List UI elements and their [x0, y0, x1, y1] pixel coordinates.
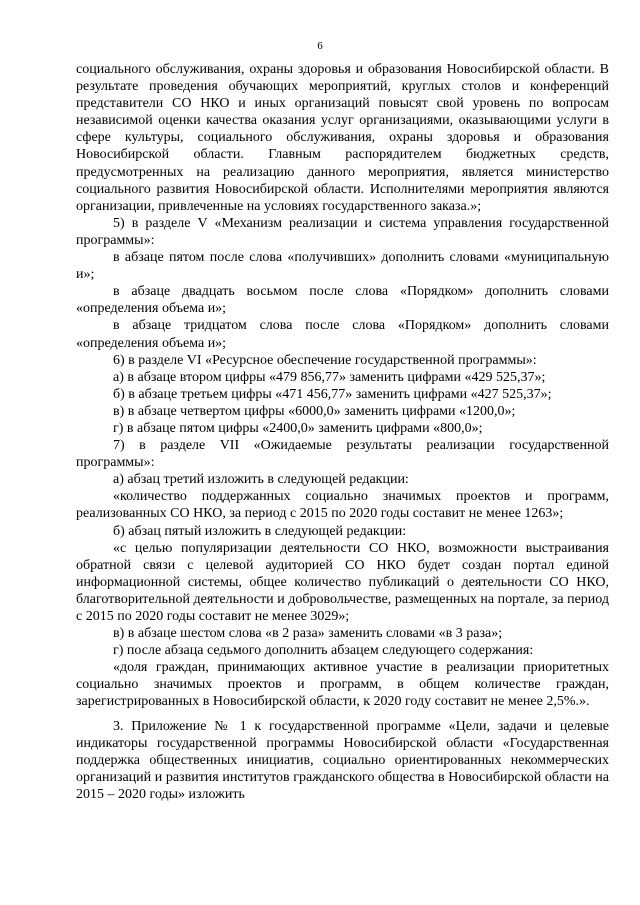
- document-body: [76, 61, 609, 803]
- paragraph: 7) в разделе VII «Ожидаемые результаты реализации государственной программы»:: [76, 438, 609, 471]
- paragraph: в) в абзаце четвертом цифры «6000,0» заменить цифрами «1200,0»;: [113, 403, 516, 419]
- paragraph: 5) в разделе V «Механизм реализации и система управления государственной программы»:: [76, 215, 609, 248]
- paragraph: в абзаце двадцать восьмом после слова «Порядком» дополнить словами «определения объема и»;: [76, 284, 609, 317]
- paragraph: г) после абзаца седьмого дополнить абзацем следующего содержания:: [113, 643, 534, 659]
- paragraph: б) в абзаце третьем цифры «471 456,77» заменить цифрами «427 525,37»;: [113, 386, 552, 402]
- paragraph: а) абзац третий изложить в следующей редакции:: [113, 472, 409, 488]
- paragraph: г) в абзаце пятом цифры «2400,0» заменить цифрами «800,0»;: [113, 420, 483, 436]
- paragraph: 3. Приложение № 1 к государственной программе «Цели, задачи и целевые индикаторы государственной программы Новосибирской области «Государственная поддержка общественных инициатив, социально ориентированных некоммерческих организаций и развития институтов гражданского общества в Новосибирской области на 2015 – 2020 годы» изложить: [76, 718, 609, 802]
- paragraph: 6) в разделе VI «Ресурсное обеспечение государственной программы»:: [113, 352, 537, 368]
- paragraph: «количество поддержанных социально значимых проектов и программ, реализованных СО НКО, за период с 2015 по 2020 годы составит не менее 1263»;: [76, 489, 609, 522]
- paragraph: а) в абзаце втором цифры «479 856,77» заменить цифрами «429 525,37»;: [113, 369, 546, 385]
- paragraph: социального обслуживания, охраны здоровья и образования Новосибирской области. В результате проведения обучающих мероприятий, круглых столов и конференций представители СО НКО и иных организаций повысят свой уровень по вопросам независимой оценки качества оказания услуг организациями, оказывающими услуги в сфере культуры, социального обслуживания, охраны здоровья и образования Новосибирской области. Главным распорядителем бюджетных средств, предусмотренных на реализацию данного мероприятия, является министерство социального развития Новосибирской области. Исполнителями мероприятия являются организации, привлеченные на условиях государственного заказа.»;: [76, 62, 609, 214]
- paragraph: в абзаце пятом после слова «получивших» дополнить словами «муниципальную и»;: [76, 250, 609, 283]
- page-number: 6: [317, 40, 323, 52]
- paragraph: «с целью популяризации деятельности СО НКО, возможности выстраивания обратной связи с целевой аудиторией СО НКО будет создан портал единой информационной системы, общее количество публикаций о деятельности СО НКО, благотворительной деятельности и добровольчестве, размещенных на портале, за период с 2015 по 2020 годы составит не менее 3029»;: [76, 540, 609, 624]
- paragraph: в абзаце тридцатом слова после слова «Порядком» дополнить словами «определения объема и»;: [76, 318, 609, 351]
- paragraph: б) абзац пятый изложить в следующей редакции:: [113, 523, 407, 539]
- paragraph: в) в абзаце шестом слова «в 2 раза» заменить словами «в 3 раза»;: [113, 626, 503, 642]
- paragraph: «доля граждан, принимающих активное участие в реализации приоритетных социально значимых проектов и программ, в общем количестве граждан, зарегистрированных в Новосибирской области, к 2020 году составит не менее 2,5%.».: [76, 660, 609, 710]
